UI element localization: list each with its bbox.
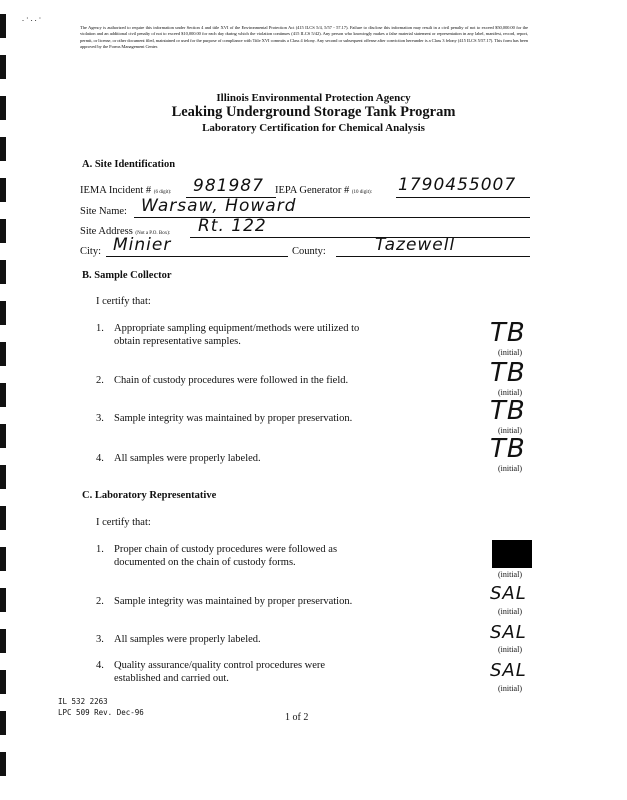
scan-mark xyxy=(0,14,6,38)
initials-signature[interactable]: TB xyxy=(490,396,526,426)
generator-label: IEPA Generator # (10 digit): xyxy=(275,185,373,196)
section-a-heading: A. Site Identification xyxy=(82,159,176,170)
scan-mark xyxy=(0,219,6,243)
site-name-line xyxy=(134,217,530,218)
legal-notice: The Agency is authorized to require this information under Section 4 and title XVI of the Environmental Protection Act (415 ILCS 5/4, 5/57 - 57.17). Failure to disclose this information may result in a civil penalty of not to exceed $50,000.00 for the violation and an additional civil penalty of not to exceed $10,000.00 for each day during which the violation continues (415 ILCS 5/42). Any person who knowingly makes a false material statement or representation in any label, manifest, record, report, permit, or license, or other document filed, maintained or used for the purpose of compliance with Title XVI commits a Class 4 felony. Any second or subsequent offense after conviction hereunder is a Class 3 felony (415 ILCS 5/57.17). This form has been approved by the Forms Management Center. xyxy=(80,25,528,50)
form-subtitle: Laboratory Certification for Chemical Analysis xyxy=(202,122,425,134)
lab-certify: I certify that: xyxy=(96,517,151,528)
site-name-label: Site Name: xyxy=(80,206,127,217)
footer-code-1: IL 532 2263 xyxy=(58,697,108,706)
scan-mark xyxy=(0,547,6,571)
site-address-line xyxy=(190,237,530,238)
scan-mark xyxy=(0,465,6,489)
scan-mark xyxy=(0,55,6,79)
scan-mark xyxy=(0,137,6,161)
scan-mark xyxy=(0,301,6,325)
incident-number[interactable]: 981987 xyxy=(193,176,264,196)
initial-caption: (initial) xyxy=(498,348,522,357)
site-address-label: Site Address (Not a P.O. Box): xyxy=(80,226,171,237)
collector-certify: I certify that: xyxy=(96,296,151,307)
section-c-heading: C. Laboratory Representative xyxy=(82,490,217,501)
initials-signature[interactable]: SAL xyxy=(490,583,527,604)
site-name-value[interactable]: Warsaw, Howard xyxy=(141,196,297,216)
initial-caption: (initial) xyxy=(498,570,522,579)
scan-mark xyxy=(0,342,6,366)
initial-caption: (initial) xyxy=(498,426,522,435)
agency-name: Illinois Environmental Protection Agency xyxy=(216,92,411,104)
scan-mark xyxy=(0,711,6,735)
initial-caption: (initial) xyxy=(498,388,522,397)
county-value[interactable]: Tazewell xyxy=(375,235,456,255)
initial-caption: (initial) xyxy=(498,607,522,616)
scan-mark xyxy=(0,629,6,653)
scan-mark xyxy=(0,260,6,284)
generator-number[interactable]: 1790455007 xyxy=(398,175,517,195)
initials-signature[interactable]: TB xyxy=(490,318,526,348)
redacted-initials xyxy=(492,540,532,568)
scan-mark xyxy=(0,383,6,407)
incident-label: IEMA Incident # (6 digit): xyxy=(80,185,172,196)
scan-mark xyxy=(0,752,6,776)
initial-caption: (initial) xyxy=(498,684,522,693)
footer-code-2: LPC 509 Rev. Dec-96 xyxy=(58,708,144,717)
corner-marks: . · . . · xyxy=(22,14,42,23)
initials-signature[interactable]: TB xyxy=(490,358,526,388)
county-label: County: xyxy=(292,246,326,257)
initials-signature[interactable]: TB xyxy=(490,434,526,464)
scan-mark xyxy=(0,424,6,448)
site-address-value[interactable]: Rt. 122 xyxy=(198,216,267,236)
initial-caption: (initial) xyxy=(498,645,522,654)
scan-mark xyxy=(0,506,6,530)
scan-mark xyxy=(0,670,6,694)
program-title: Leaking Underground Storage Tank Program xyxy=(171,104,456,120)
initials-signature[interactable]: SAL xyxy=(490,660,527,681)
scan-mark xyxy=(0,588,6,612)
city-line xyxy=(106,256,288,257)
city-value[interactable]: Minier xyxy=(113,235,172,255)
city-label: City: xyxy=(80,246,102,257)
scan-mark xyxy=(0,178,6,202)
generator-line xyxy=(396,197,530,198)
section-b-heading: B. Sample Collector xyxy=(82,270,172,281)
initial-caption: (initial) xyxy=(498,464,522,473)
page-number: 1 of 2 xyxy=(285,712,309,723)
county-line xyxy=(336,256,530,257)
initials-signature[interactable]: SAL xyxy=(490,622,527,643)
